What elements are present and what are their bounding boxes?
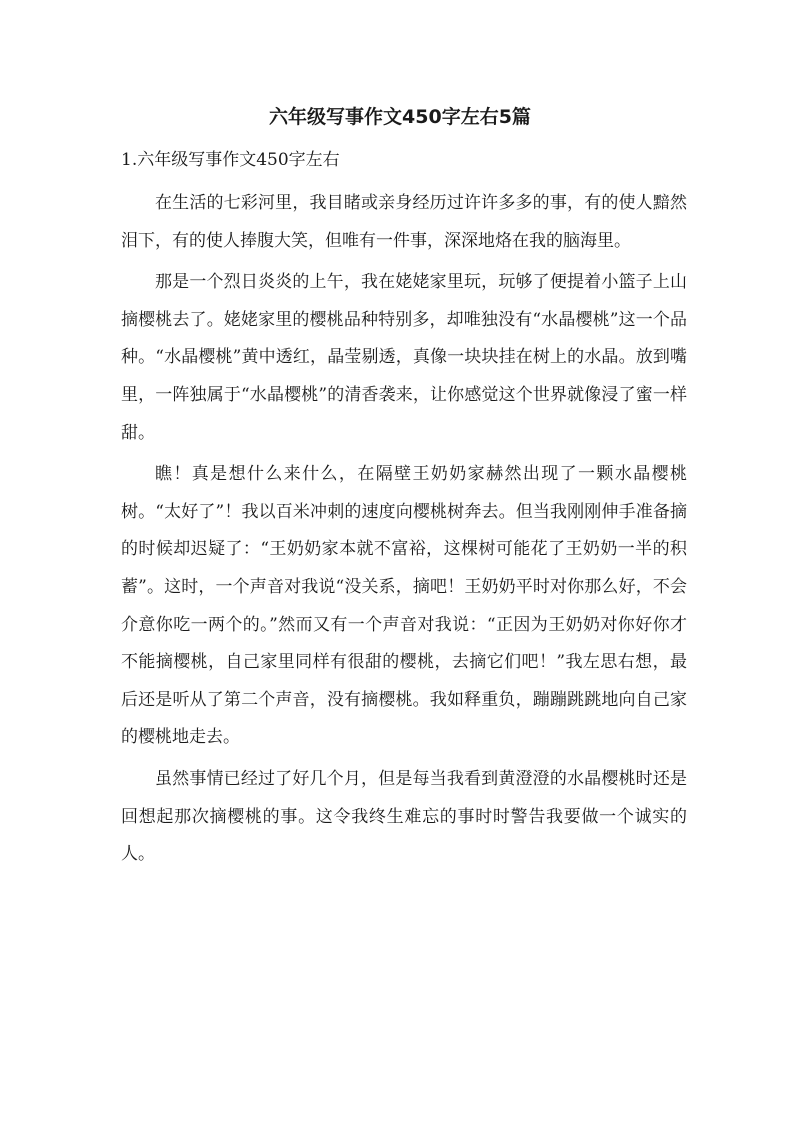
paragraph: 在生活的七彩河里，我目睹或亲身经历过许许多多的事，有的使人黯然泪下，有的使人捧腹大笑，但唯有一件事，深深地烙在我的脑海里。 [121,193,687,251]
paragraph: 虽然事情已经过了好几个月，但是每当我看到黄澄澄的水晶樱桃时还是回想起那次摘樱桃的事。这令我终生难忘的事时时警告我要做一个诚实的人。 [121,768,687,865]
paragraph: 瞧！真是想什么来什么，在隔壁王奶奶家赫然出现了一颗水晶樱桃树。“太好了”！我以百米冲刺的速度向樱桃树奔去。但当我刚刚伸手准备摘的时候却迟疑了：“王奶奶家本就不富裕，这棵树可能花了王奶奶一半的积蓄”。这时，一个声音对我说“没关系，摘吧！王奶奶平时对你那么好，不会介意你吃一两个的。”然而又有一个声音对我说：“正因为王奶奶对你好你才不能摘樱桃，自己家里同样有很甜的樱桃，去摘它们吧！”我左思右想，最后还是听从了第二个声音，没有摘樱桃。我如释重负，蹦蹦跳跳地向自己家的樱桃地走去。 [121,464,687,748]
document-title: 六年级写事作文450字左右5篇 [269,106,531,128]
section-heading: 1.六年级写事作文450字左右 [121,150,340,170]
essay-body [121,185,687,878]
paragraph: 那是一个烈日炎炎的上午，我在姥姥家里玩，玩够了便提着小篮子上山摘樱桃去了。姥姥家里的樱桃品种特别多，却唯独没有“水晶樱桃”这一个品种。“水晶樱桃”黄中透红，晶莹剔透，真像一块块挂在树上的水晶。放到嘴里，一阵独属于“水晶樱桃”的清香袭来，让你感觉这个世界就像浸了蜜一样甜。 [121,272,687,443]
